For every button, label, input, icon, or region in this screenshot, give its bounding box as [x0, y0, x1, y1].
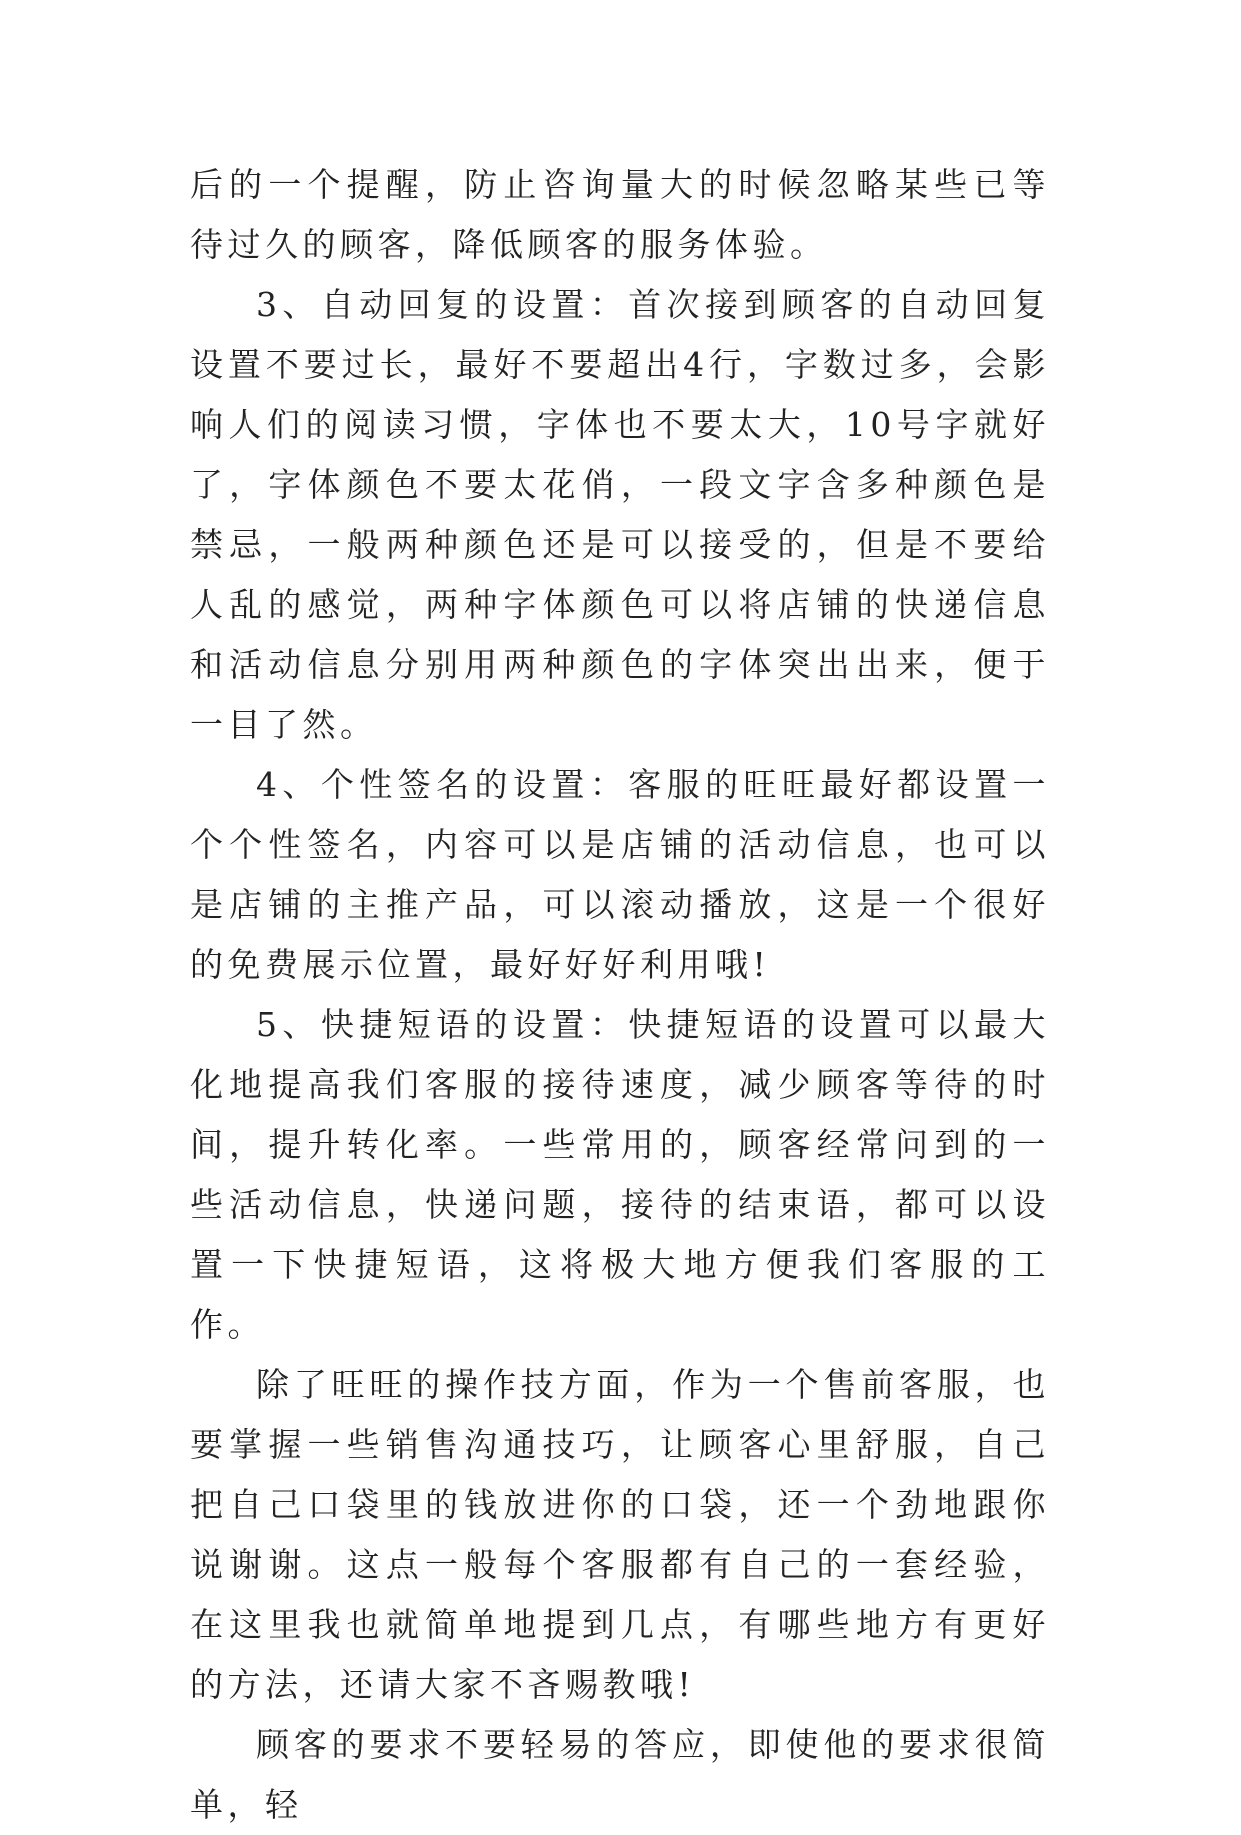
paragraph-quick-phrases: 5、快捷短语的设置：快捷短语的设置可以最大化地提高我们客服的接待速度，减少顾客等待的时间，提升转化率。一些常用的，顾客经常问到的一些活动信息，快递问题，接待的结束语，都可以设置一下快捷短语，这将极大地方便我们客服的工作。: [190, 1005, 1050, 1344]
body-text: [190, 155, 1050, 1835]
paragraph-auto-reply: 3、自动回复的设置：首次接到顾客的自动回复设置不要过长，最好不要超出4行，字数过多，会影响人们的阅读习惯，字体也不要太大，10号字就好了，字体颜色不要太花俏，一段文字含多种颜色是禁忌，一般两种颜色还是可以接受的，但是不要给人乱的感觉，两种字体颜色可以将店铺的快递信息和活动信息分别用两种颜色的字体突出出来，便于一目了然。: [190, 285, 1050, 744]
paragraph-sales-skills: 除了旺旺的操作技方面，作为一个售前客服，也要掌握一些销售沟通技巧，让顾客心里舒服，自己把自己口袋里的钱放进你的口袋，还一个劲地跟你说谢谢。这点一般每个客服都有自己的一套经验，在这里我也就简单地提到几点，有哪些地方有更好的方法，还请大家不吝赐教哦!: [190, 1365, 1050, 1704]
paragraph-signature: 4、个性签名的设置：客服的旺旺最好都设置一个个性签名，内容可以是店铺的活动信息，也可以是店铺的主推产品，可以滚动播放，这是一个很好的免费展示位置，最好好好利用哦!: [190, 765, 1050, 984]
paragraph-customer-requests: 顾客的要求不要轻易的答应，即使他的要求很简单，轻: [190, 1725, 1050, 1824]
paragraph-continuation: 后的一个提醒，防止咨询量大的时候忽略某些已等待过久的顾客，降低顾客的服务体验。: [190, 165, 1050, 264]
